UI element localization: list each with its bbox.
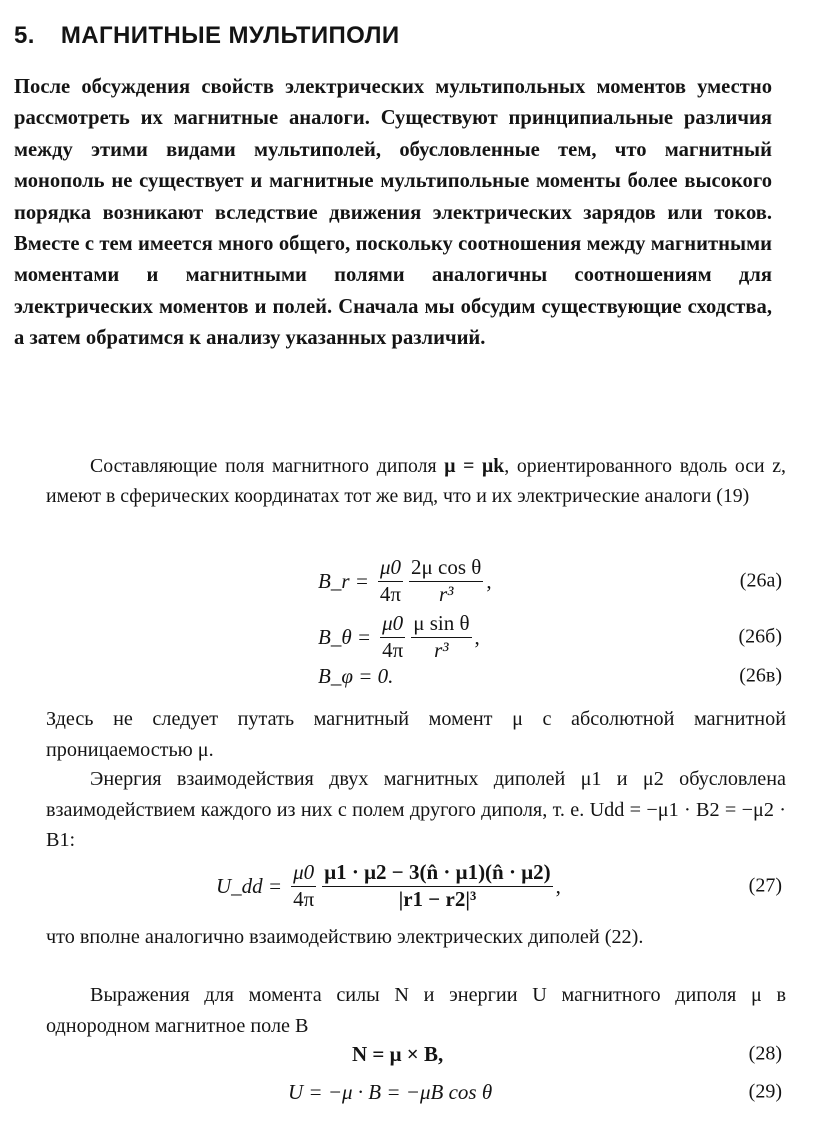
equation-27 [0,858,816,914]
equation-26c [0,656,816,696]
eq26c-body: B_φ = 0. [318,663,394,688]
eq29-body: U = −μ · B = −μB cos θ [288,1079,493,1104]
eq26b-coef [380,612,405,661]
eq28-body: N = μ × B, [352,1041,444,1066]
eq27-coef [291,861,316,910]
eq27-coef-num: μ0 [291,861,316,886]
eq27-fraction [322,861,552,910]
eq26b-num: μ sin θ [411,612,471,637]
eq26a-tag: (26а) [739,569,782,592]
intro-paragraph: После обсуждения свойств электрических мультипольных моментов уместно рассмотреть их магнитные аналоги. Существуют принципиальные различия между этими видами мультиполей, обусловленные тем, что магнитный монополь не существует и магнитные мультипольные моменты более высокого порядка возникают вследствие движения электрических зарядов или токов. Вместе с тем имеется много общего, поскольку соотношения между магнитными моментами и магнитными полями аналогичны соотношениям для электрических моментов и полей. Сначала мы обсудим существующие сходства, а затем обратимся к анализу указанных различий. [14,76,772,350]
eq26a-tail: , [486,568,492,593]
equation-26a [0,556,816,606]
eq26b-fraction [411,612,471,661]
eq26b-lhs: B_θ = [318,624,372,649]
eq27-lhs: U_dd = [216,873,283,898]
section-number: 5. [14,22,35,49]
eq27-tail: , [555,873,561,898]
eq26a-lhs: B_r = [318,568,369,593]
eq26b-den: r³ [434,637,449,662]
torque-text: Выражения для момента силы N и энергии U магнитного диполя μ в однородном магнитное поле B [46,984,786,1037]
dipole-fields-text-a: Составляющие поля магнитного диполя [90,455,437,477]
interaction-text: Энергия взаимодействия двух магнитных диполей μ1 и μ2 обусловлена взаимодействием каждого из них с полем другого диполя, т. е. Udd = −μ1 · B2 = −μ2 · B1: [46,768,786,852]
dipole-moment-math: μ = μk [444,455,505,477]
eq26a-coef [378,556,403,605]
section-heading [14,22,400,50]
equation-29 [0,1072,816,1112]
eq27-coef-den: 4π [293,886,315,911]
section-title: МАГНИТНЫЕ МУЛЬТИПОЛИ [60,22,400,49]
eq27-den: |r1 − r2|³ [398,886,477,911]
eq29-tag: (29) [748,1080,782,1103]
equation-26b [0,612,816,662]
eq26c-tag: (26в) [739,664,782,687]
eq27-num: μ1 · μ2 − 3(n̂ · μ1)(n̂ · μ2) [322,861,552,886]
eq26b-coef-num: μ0 [380,612,405,637]
eq26b-coef-den: 4π [382,637,404,662]
eq26a-coef-num: μ0 [378,556,403,581]
eq26b-tail: , [474,624,480,649]
eq27-tag: (27) [748,874,782,897]
eq26b-tag: (26б) [738,625,782,648]
dipole-fields-text-b: , ориентированного вдоль оси z, имеют в сферических координатах тот же вид, что и их электрические аналоги (19) [46,455,786,507]
torque-paragraph [46,980,786,1041]
eq26a-num: 2μ cos θ [409,556,483,581]
analogy-paragraph: что вполне аналогично взаимодействию электрических диполей (22). [46,926,644,948]
eq26a-coef-den: 4π [379,581,402,606]
eq26a-den: r³ [438,581,454,606]
note-paragraph: Здесь не следует путать магнитный момент μ с абсолютной магнитной проницаемостью μ. [46,708,786,761]
equation-28 [0,1034,816,1074]
dipole-fields-paragraph [46,452,786,511]
eq28-tag: (28) [748,1042,782,1065]
interaction-paragraph [46,764,786,856]
eq26a-fraction [409,556,483,605]
